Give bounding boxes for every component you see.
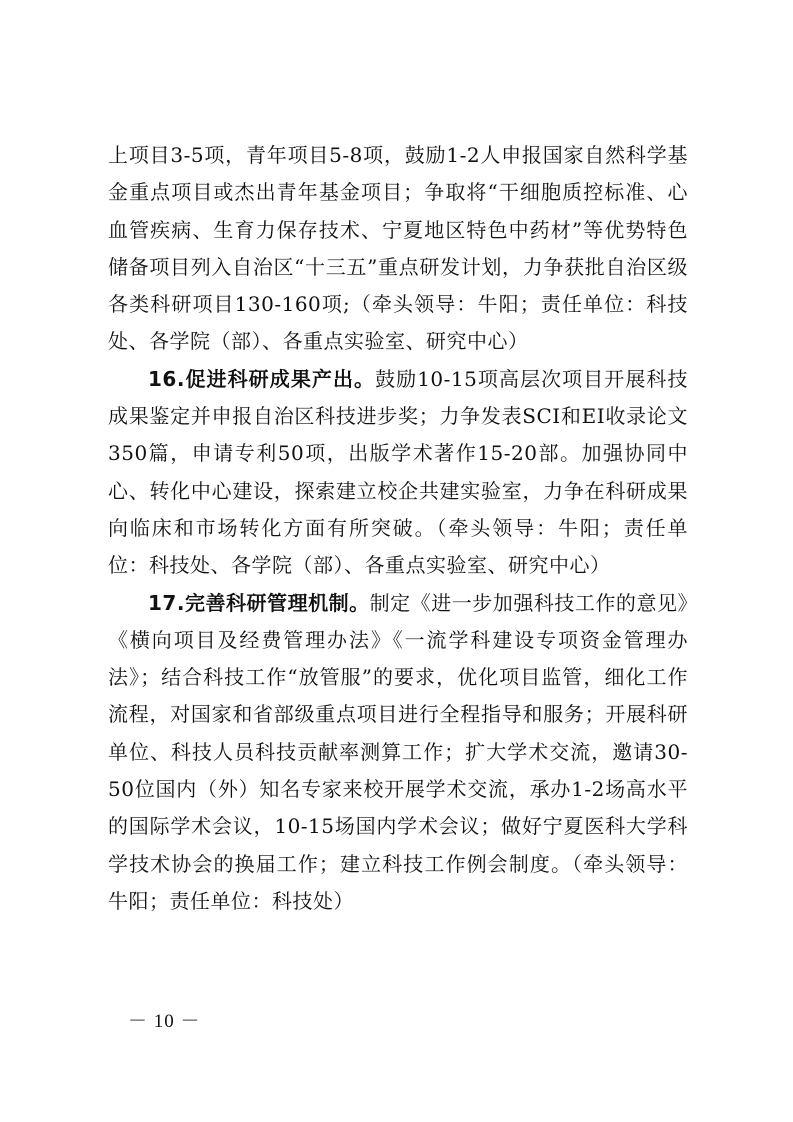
- paragraph-text: 上项目3-5项，青年项目5-8项，鼓励1-2人申报国家自然科学基金重点项目或杰出青年基金项目；争取将“干细胞质控标准、心血管疾病、生育力保存技术、宁夏地区特色中药材”等优势特色储备项目列入自治区“十三五”重点研发计划，力争获批自治区级各类科研项目130-160项;（牵头领导：牛阳；责任单位：科技处、各学院（部）、各重点实验室、研究中心）: [108, 143, 688, 354]
- paragraph-text: 鼓励10-15项高层次项目开展科技成果鉴定并申报自治区科技进步奖；力争发表SCI和EI收录论文350篇，申请专利50项，出版学术著作15-20部。加强协同中心、转化中心建设，探索建立校企共建实验室，力争在科研成果向临床和市场转化方面有所突破。（牵头领导：牛阳；责任单位：科技处、各学院（部）、各重点实验室、研究中心）: [108, 366, 689, 578]
- paragraph-continuation: [108, 137, 688, 361]
- document-body: [108, 137, 688, 920]
- paragraph-item-16: [108, 361, 688, 585]
- paragraph-heading: 17.完善科研管理机制。: [148, 590, 370, 615]
- paragraph-item-17: [108, 585, 688, 921]
- paragraph-heading: 16.促进科研成果产出。: [148, 366, 376, 391]
- page-number: － 10 －: [128, 1011, 201, 1032]
- paragraph-text: 制定《进一步加强科技工作的意见》《横向项目及经费管理办法》《一流学科建设专项资金管理办法》；结合科技工作“放管服”的要求，优化项目监管，细化工作流程，对国家和省部级重点项目进行全程指导和服务；开展科研单位、科技人员科技贡献率测算工作；扩大学术交流，邀请30-50位国内（外）知名专家来校开展学术交流，承办1-2场高水平的国际学术会议，10-15场国内学术会议；做好宁夏医科大学科学技术协会的换届工作；建立科技工作例会制度。（牵头领导：牛阳；责任单位：科技处）: [108, 590, 688, 913]
